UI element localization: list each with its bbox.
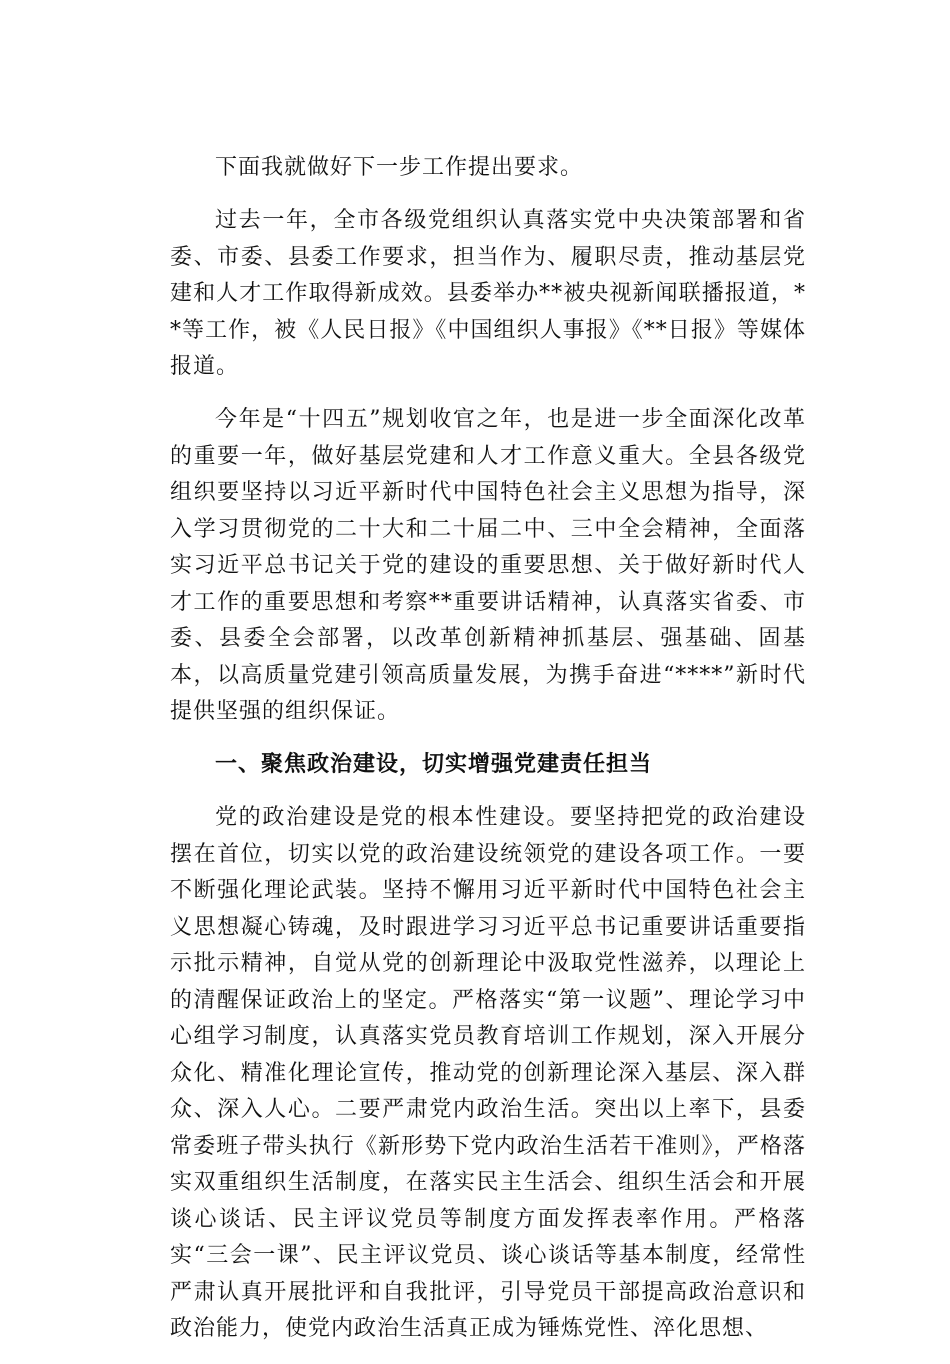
outlook-paragraph: 今年是“十四五”规划收官之年，也是进一步全面深化改革的重要一年，做好基层党建和人才工作意义重大。全县各级党组织要坚持以习近平新时代中国特色社会主义思想为指导，深入学习贯彻党的二十大和二十届二中、三中全会精神，全面落实习近平总书记关于党的建设的重要思想、关于做好新时代人才工作的重要思想和考察**重要讲话精神，认真落实省委、市委、县委全会部署，以改革创新精神抓基层、强基础、固基本，以高质量党建引领高质量发展，为携手奋进“****”新时代提供坚强的组织保证。 — [170, 407, 806, 724]
review-paragraph: 过去一年，全市各级党组织认真落实党中央决策部署和省委、市委、县委工作要求，担当作为、履职尽责，推动基层党建和人才工作取得新成效。县委举办**被央视新闻联播报道，**等工作，被《人民日报》《中国组织人事报》《**日报》等媒体报道。 — [170, 208, 806, 379]
intro-paragraph: 下面我就做好下一步工作提出要求。 — [215, 155, 584, 180]
section-heading: 一、聚焦政治建设，切实增强党建责任担当 — [215, 752, 653, 777]
document-body — [170, 150, 806, 1364]
section-body-paragraph: 党的政治建设是党的根本性建设。要坚持把党的政治建设摆在首位，切实以党的政治建设统领党的建设各项工作。一要不断强化理论武装。坚持不懈用习近平新时代中国特色社会主义思想凝心铸魂，及时跟进学习习近平总书记重要讲话重要指示批示精神，自觉从党的创新理论中汲取党性滋养，以理论上的清醒保证政治上的坚定。严格落实“第一议题”、理论学习中心组学习制度，认真落实党员教育培训工作规划，深入开展分众化、精准化理论宣传，推动党的创新理论深入基层、深入群众、深入人心。二要严肃党内政治生活。突出以上率下，县委常委班子带头执行《新形势下党内政治生活若干准则》，严格落实双重组织生活制度，在落实民主生活会、组织生活会和开展谈心谈话、民主评议党员等制度方面发挥表率作用。严格落实“三会一课”、民主评议党员、谈心谈话等基本制度，经常性严肃认真开展批评和自我批评，引导党员干部提高政治意识和政治能力，使党内政治生活真正成为锤炼党性、淬化思想、 — [170, 805, 806, 1341]
